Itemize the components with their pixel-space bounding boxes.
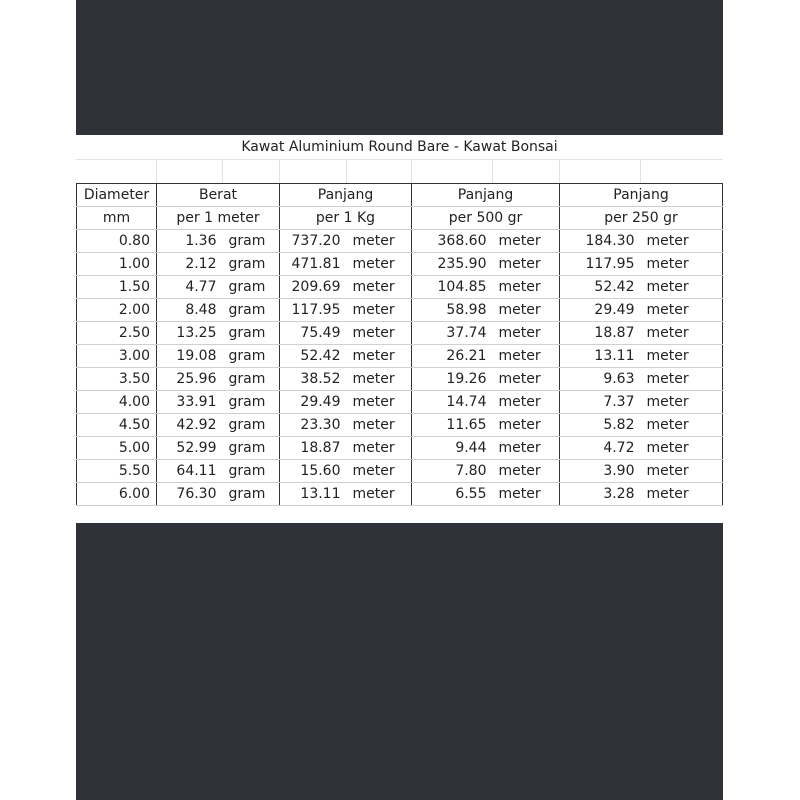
meter-unit-cell: meter — [493, 437, 560, 460]
meter-unit-cell: meter — [641, 483, 723, 506]
per-kg-cell: 737.20 — [280, 230, 347, 253]
diameter-cell: 3.50 — [77, 368, 157, 391]
meter-unit-cell: meter — [641, 460, 723, 483]
meter-unit-cell: meter — [347, 230, 412, 253]
per-250-cell: 5.82 — [560, 414, 641, 437]
diameter-cell: 0.80 — [77, 230, 157, 253]
meter-unit-cell: meter — [641, 253, 723, 276]
per-500-cell: 104.85 — [412, 276, 493, 299]
gram-unit-cell: gram — [223, 368, 280, 391]
diameter-cell: 2.50 — [77, 322, 157, 345]
meter-unit-cell: meter — [493, 414, 560, 437]
per-500-cell: 37.74 — [412, 322, 493, 345]
per-500-cell: 235.90 — [412, 253, 493, 276]
meter-unit-cell: meter — [347, 322, 412, 345]
diameter-cell: 1.00 — [77, 253, 157, 276]
berat-cell: 52.99 — [157, 437, 223, 460]
grid-line — [559, 160, 560, 183]
per-kg-cell: 471.81 — [280, 253, 347, 276]
table-row — [77, 276, 723, 299]
diameter-cell: 6.00 — [77, 483, 157, 506]
per-500-cell: 11.65 — [412, 414, 493, 437]
diameter-cell: 1.50 — [77, 276, 157, 299]
per-250-cell: 29.49 — [560, 299, 641, 322]
header-panjang-250: Panjang — [560, 184, 723, 207]
title-row — [76, 135, 723, 160]
berat-cell: 8.48 — [157, 299, 223, 322]
grid-line — [346, 160, 347, 183]
table-row — [77, 368, 723, 391]
meter-unit-cell: meter — [641, 322, 723, 345]
per-250-cell: 7.37 — [560, 391, 641, 414]
gram-unit-cell: gram — [223, 414, 280, 437]
grid-line — [640, 160, 641, 183]
meter-unit-cell: meter — [641, 345, 723, 368]
meter-unit-cell: meter — [641, 299, 723, 322]
gram-unit-cell: gram — [223, 437, 280, 460]
meter-unit-cell: meter — [641, 368, 723, 391]
per-kg-cell: 18.87 — [280, 437, 347, 460]
subheader-per-250: per 250 gr — [560, 207, 723, 230]
table-row — [77, 414, 723, 437]
grid-line — [156, 160, 157, 183]
per-kg-cell: 117.95 — [280, 299, 347, 322]
per-500-cell: 7.80 — [412, 460, 493, 483]
gram-unit-cell: gram — [223, 460, 280, 483]
per-250-cell: 4.72 — [560, 437, 641, 460]
per-500-cell: 9.44 — [412, 437, 493, 460]
diameter-cell: 5.00 — [77, 437, 157, 460]
meter-unit-cell: meter — [493, 460, 560, 483]
meter-unit-cell: meter — [347, 414, 412, 437]
per-kg-cell: 13.11 — [280, 483, 347, 506]
berat-cell: 2.12 — [157, 253, 223, 276]
subheader-mm: mm — [77, 207, 157, 230]
gram-unit-cell: gram — [223, 299, 280, 322]
berat-cell: 1.36 — [157, 230, 223, 253]
per-250-cell: 184.30 — [560, 230, 641, 253]
per-kg-cell: 38.52 — [280, 368, 347, 391]
meter-unit-cell: meter — [347, 253, 412, 276]
per-250-cell: 3.90 — [560, 460, 641, 483]
per-500-cell: 6.55 — [412, 483, 493, 506]
meter-unit-cell: meter — [493, 253, 560, 276]
per-kg-cell: 52.42 — [280, 345, 347, 368]
meter-unit-cell: meter — [347, 437, 412, 460]
subheader-per-kg: per 1 Kg — [280, 207, 412, 230]
berat-cell: 33.91 — [157, 391, 223, 414]
table-row — [77, 230, 723, 253]
meter-unit-cell: meter — [493, 276, 560, 299]
diameter-cell: 3.00 — [77, 345, 157, 368]
subheader-row — [77, 207, 723, 230]
spreadsheet — [76, 135, 723, 523]
diameter-cell: 4.50 — [77, 414, 157, 437]
per-500-cell: 26.21 — [412, 345, 493, 368]
grid-line — [222, 160, 223, 183]
grid-line — [492, 160, 493, 183]
meter-unit-cell: meter — [493, 230, 560, 253]
table-row — [77, 460, 723, 483]
meter-unit-cell: meter — [641, 230, 723, 253]
table-row — [77, 437, 723, 460]
gram-unit-cell: gram — [223, 230, 280, 253]
per-250-cell: 9.63 — [560, 368, 641, 391]
berat-cell: 25.96 — [157, 368, 223, 391]
grid-line — [411, 160, 412, 183]
diameter-cell: 4.00 — [77, 391, 157, 414]
table-row — [77, 253, 723, 276]
berat-cell: 64.11 — [157, 460, 223, 483]
meter-unit-cell: meter — [493, 483, 560, 506]
per-500-cell: 58.98 — [412, 299, 493, 322]
meter-unit-cell: meter — [347, 391, 412, 414]
meter-unit-cell: meter — [347, 483, 412, 506]
meter-unit-cell: meter — [493, 345, 560, 368]
per-kg-cell: 29.49 — [280, 391, 347, 414]
table-row — [77, 299, 723, 322]
subheader-per-500: per 500 gr — [412, 207, 560, 230]
per-250-cell: 18.87 — [560, 322, 641, 345]
per-250-cell: 3.28 — [560, 483, 641, 506]
per-500-cell: 368.60 — [412, 230, 493, 253]
header-berat: Berat — [157, 184, 280, 207]
sheet-title: Kawat Aluminium Round Bare - Kawat Bonsai — [241, 139, 558, 155]
gram-unit-cell: gram — [223, 345, 280, 368]
meter-unit-cell: meter — [347, 276, 412, 299]
table-row — [77, 391, 723, 414]
per-kg-cell: 75.49 — [280, 322, 347, 345]
per-kg-cell: 209.69 — [280, 276, 347, 299]
header-row — [77, 184, 723, 207]
gram-unit-cell: gram — [223, 391, 280, 414]
meter-unit-cell: meter — [641, 276, 723, 299]
per-500-cell: 14.74 — [412, 391, 493, 414]
meter-unit-cell: meter — [641, 437, 723, 460]
meter-unit-cell: meter — [493, 368, 560, 391]
meter-unit-cell: meter — [347, 345, 412, 368]
berat-cell: 4.77 — [157, 276, 223, 299]
table-row — [77, 322, 723, 345]
gram-unit-cell: gram — [223, 322, 280, 345]
subheader-per-meter: per 1 meter — [157, 207, 280, 230]
meter-unit-cell: meter — [347, 368, 412, 391]
per-500-cell: 19.26 — [412, 368, 493, 391]
per-250-cell: 117.95 — [560, 253, 641, 276]
header-panjang-500: Panjang — [412, 184, 560, 207]
berat-cell: 76.30 — [157, 483, 223, 506]
blank-row — [76, 160, 723, 183]
meter-unit-cell: meter — [493, 322, 560, 345]
meter-unit-cell: meter — [641, 414, 723, 437]
header-diameter: Diameter — [77, 184, 157, 207]
per-kg-cell: 23.30 — [280, 414, 347, 437]
table-row — [77, 345, 723, 368]
gram-unit-cell: gram — [223, 276, 280, 299]
meter-unit-cell: meter — [641, 391, 723, 414]
wire-table — [76, 183, 723, 506]
per-kg-cell: 15.60 — [280, 460, 347, 483]
per-250-cell: 13.11 — [560, 345, 641, 368]
diameter-cell: 2.00 — [77, 299, 157, 322]
gram-unit-cell: gram — [223, 253, 280, 276]
header-panjang-kg: Panjang — [280, 184, 412, 207]
table-row — [77, 483, 723, 506]
gram-unit-cell: gram — [223, 483, 280, 506]
berat-cell: 42.92 — [157, 414, 223, 437]
meter-unit-cell: meter — [347, 299, 412, 322]
berat-cell: 19.08 — [157, 345, 223, 368]
meter-unit-cell: meter — [347, 460, 412, 483]
per-250-cell: 52.42 — [560, 276, 641, 299]
meter-unit-cell: meter — [493, 391, 560, 414]
diameter-cell: 5.50 — [77, 460, 157, 483]
meter-unit-cell: meter — [493, 299, 560, 322]
grid-line — [279, 160, 280, 183]
berat-cell: 13.25 — [157, 322, 223, 345]
